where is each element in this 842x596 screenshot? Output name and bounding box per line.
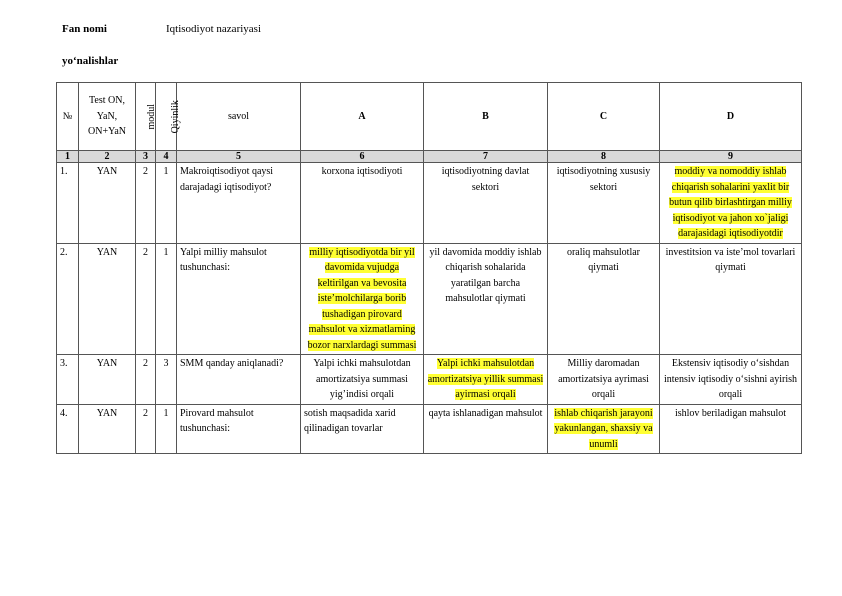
answer-b: iqtisodiyotning davlat sektori — [424, 163, 548, 244]
table-row — [57, 243, 802, 355]
answer-b: yil davomida moddiy ishlab chiqarish sohalarida yaratilgan barcha mahsulotlar qiymati — [424, 243, 548, 355]
col-number: 5 — [177, 151, 301, 163]
header-row — [57, 83, 802, 151]
row-question: SMM qanday aniqlanadi? — [177, 355, 301, 405]
answer-b-correct: Yalpi ichki mahsulotdan amortizatsiya yillik summasi ayirmasi orqali — [424, 355, 548, 405]
row-level: 1 — [156, 404, 177, 454]
answer-d: investitsion va iste’mol tovarlari qiymati — [660, 243, 802, 355]
subject-name: Iqtisodiyot nazariyasi — [166, 23, 262, 35]
answer-c: iqtisodiyotning xususiy sektori — [548, 163, 660, 244]
row-level: 3 — [156, 355, 177, 405]
col-header-test-type: Test ON, YaN, ON+YaN — [79, 83, 136, 151]
row-question: Pirovard mahsulot tushunchasi: — [177, 404, 301, 454]
col-header-question: savol — [177, 83, 301, 151]
row-question: Yalpi milliy mahsulot tushunchasi: — [177, 243, 301, 355]
col-number: 6 — [301, 151, 424, 163]
answer-d-correct: moddiy va nomoddiy ishlab chiqarish sohalarini yaxlit bir butun qilib birlashtirgan milliy iqtisodiyot va jahon xo`jaligi darajasidagi iqtisodiyotdir — [660, 163, 802, 244]
answer-a: sotish maqsadida xarid qilinadigan tovarlar — [301, 404, 424, 454]
col-header-a: A — [301, 83, 424, 151]
answer-c: Milliy daromadan amortizatsiya ayrimasi orqali — [548, 355, 660, 405]
subject-label: Fan nomi — [62, 23, 107, 35]
row-number: 3. — [57, 355, 79, 405]
row-modul: 2 — [136, 404, 156, 454]
row-modul: 2 — [136, 243, 156, 355]
answer-a: korxona iqtisodiyoti — [301, 163, 424, 244]
col-number: 9 — [660, 151, 802, 163]
row-number: 4. — [57, 404, 79, 454]
table-row — [57, 404, 802, 454]
row-modul: 2 — [136, 163, 156, 244]
column-number-row — [57, 151, 802, 163]
table-row — [57, 355, 802, 405]
col-number: 8 — [548, 151, 660, 163]
col-header-d: D — [660, 83, 802, 151]
answer-c-correct: ishlab chiqarish jarayoni yakunlangan, shaxsiy va unumli — [548, 404, 660, 454]
row-test-type: YAN — [79, 243, 136, 355]
row-modul: 2 — [136, 355, 156, 405]
row-test-type: YAN — [79, 404, 136, 454]
row-number: 1. — [57, 163, 79, 244]
answer-a: Yalpi ichki mahsulotdan amortizatsiya summasi yig’indisi orqali — [301, 355, 424, 405]
row-level: 1 — [156, 163, 177, 244]
row-test-type: YAN — [79, 163, 136, 244]
col-number: 3 — [136, 151, 156, 163]
answer-b: qayta ishlanadigan mahsulot — [424, 404, 548, 454]
row-question: Makroiqtisodiyot qaysi darajadagi iqtisodiyot? — [177, 163, 301, 244]
direction-label: yo‘nalishlar — [62, 55, 119, 67]
col-number: 2 — [79, 151, 136, 163]
col-number: 7 — [424, 151, 548, 163]
col-header-b: B — [424, 83, 548, 151]
row-number: 2. — [57, 243, 79, 355]
question-table — [56, 82, 802, 454]
col-header-level: Qiyinlik — [156, 83, 177, 151]
col-header-modul: modul — [136, 83, 156, 151]
row-test-type: YAN — [79, 355, 136, 405]
table-row — [57, 163, 802, 244]
answer-c: oraliq mahsulotlar qiymati — [548, 243, 660, 355]
answer-a-correct: milliy iqtisodiyotda bir yil davomida vujudga keltirilgan va bevosita iste’molchilarga borib tushadigan pirovard mahsulot va xizmatlarning bozor narxlardagi summasi — [301, 243, 424, 355]
col-number: 4 — [156, 151, 177, 163]
row-level: 1 — [156, 243, 177, 355]
col-header-number: № — [57, 83, 79, 151]
col-number: 1 — [57, 151, 79, 163]
answer-d: ishlov beriladigan mahsulot — [660, 404, 802, 454]
answer-d: Ekstensiv iqtisodiy o‘sishdan intensiv iqtisodiy o‘sishni ayirish orqali — [660, 355, 802, 405]
col-header-c: C — [548, 83, 660, 151]
